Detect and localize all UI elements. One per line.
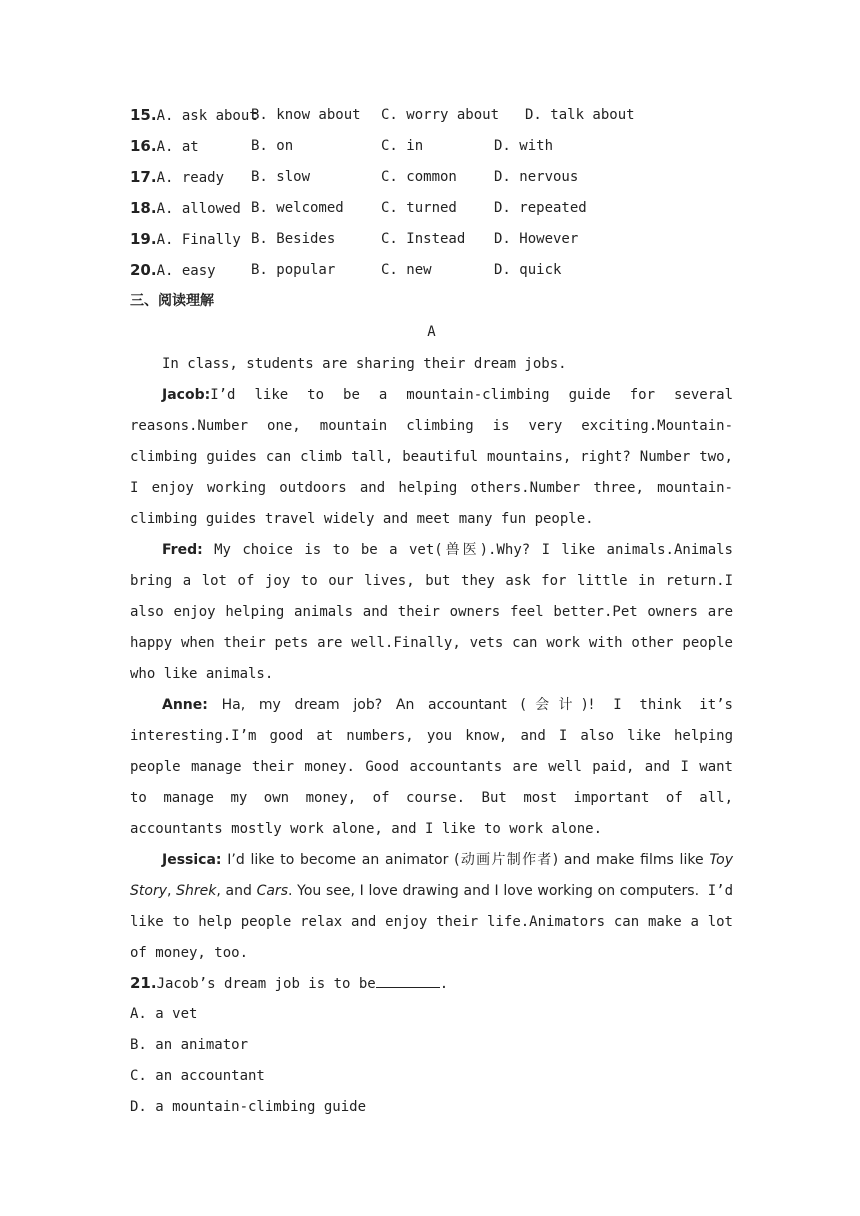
speaker-name: Anne:: [162, 697, 208, 713]
paragraph-text: I’d like to be a mountain-climbing guide for several reasons.Number one, mountain climbing is very exciting.Mountain-climbing guides can climb tall, beautiful mountains, right? Number two, I enjoy working outdoors and helping others.Number three, mountain-climbing guides travel widely and meet many fun people.: [130, 387, 733, 527]
anne-paragraph: [130, 690, 733, 845]
option-d: D. However: [494, 231, 579, 247]
cloze-question-17: [130, 163, 733, 194]
jacob-paragraph: [130, 380, 733, 535]
question-option: B. an animator: [130, 1037, 249, 1053]
passage-intro: In class, students are sharing their dream jobs.: [162, 356, 567, 372]
question-number: 18.: [130, 199, 157, 217]
option-a: A. ask about: [156, 108, 258, 124]
option-c: C. in: [381, 138, 424, 154]
document-content: [130, 101, 733, 1124]
cloze-question-20: [130, 256, 733, 287]
speaker-name: Jessica:: [162, 852, 222, 868]
question-end: .: [439, 976, 449, 992]
question-option: C. an accountant: [130, 1068, 265, 1084]
separator: , and: [216, 883, 257, 899]
option-d: D. quick: [494, 262, 562, 278]
question-option: A. a vet: [130, 1006, 198, 1022]
cloze-question-16: [130, 132, 733, 163]
answer-blank[interactable]: [376, 973, 440, 988]
paragraph-text: ! I think it’s interesting.I’m good at numbers, you know, and I also like helping people manage their money. Good accountants are well paid, and I want to manage my own money, of course. But most important of all, accountants mostly work alone, and I like to work alone.: [130, 697, 733, 837]
option-c: C. worry about: [381, 107, 500, 123]
option-b: B. on: [251, 138, 294, 154]
option-b: B. welcomed: [251, 200, 344, 216]
option-b: B. slow: [251, 169, 311, 185]
option-c: C. new: [381, 262, 432, 278]
question-number: 16.: [130, 137, 157, 155]
cloze-question-15: [130, 101, 733, 132]
paragraph-text: My choice is to be a vet(兽医).Why? I like animals.Animals bring a lot of joy to our lives, but they ask for little in return.I also enjoy helping animals and their owners feel better.Pet owners are happy when their pets are well.Finally, vets can work with other people who like animals.: [130, 542, 733, 682]
question-number: 15.: [130, 106, 157, 124]
option-b: B. popular: [251, 262, 336, 278]
speaker-name: Fred:: [162, 542, 203, 558]
option-a: A. Finally: [156, 232, 241, 248]
option-d: D. talk about: [525, 107, 635, 123]
option-b: B. know about: [251, 107, 361, 123]
speaker-name: Jacob:: [162, 387, 211, 403]
question-number: 19.: [130, 230, 157, 248]
question-21-stem: [130, 969, 733, 1000]
option-c: C. turned: [381, 200, 457, 216]
option-c: C. common: [381, 169, 457, 185]
question-option: D. a mountain-climbing guide: [130, 1099, 367, 1115]
question-number: 21.: [130, 974, 157, 992]
paragraph-text: Ha, my dream job? An accountant (会计): [207, 697, 588, 713]
film-title: Cars: [256, 883, 288, 899]
option-a: A. allowed: [156, 201, 241, 217]
passage-letter: A: [427, 324, 436, 340]
paragraph-text: I’d like to help people relax and enjoy their life.Animators can make a lot of money, too.: [130, 883, 734, 961]
option-c: C. Instead: [381, 231, 466, 247]
jessica-paragraph: [130, 845, 733, 969]
option-d: D. with: [494, 138, 554, 154]
option-a: A. at: [156, 139, 199, 155]
question-number: 17.: [130, 168, 157, 186]
fred-paragraph: [130, 535, 733, 690]
cloze-question-18: [130, 194, 733, 225]
option-b: B. Besides: [251, 231, 336, 247]
question-stem: Jacob’s dream job is to be: [156, 976, 376, 992]
paragraph-text: I’d like to become an animator (动画片制作者) and make films like: [221, 852, 710, 868]
question-number: 20.: [130, 261, 157, 279]
option-a: A. ready: [156, 170, 225, 186]
paragraph-text: . You see, I love drawing and I love working on computers.: [287, 883, 700, 899]
option-d: D. repeated: [494, 200, 587, 216]
option-a: A. easy: [156, 263, 216, 279]
section-title: 三、阅读理解: [130, 293, 214, 309]
option-d: D. nervous: [494, 169, 579, 185]
separator: ,: [166, 883, 177, 899]
film-title: Shrek: [176, 883, 217, 899]
cloze-question-19: [130, 225, 733, 256]
film-title: Toy Story: [130, 852, 733, 899]
